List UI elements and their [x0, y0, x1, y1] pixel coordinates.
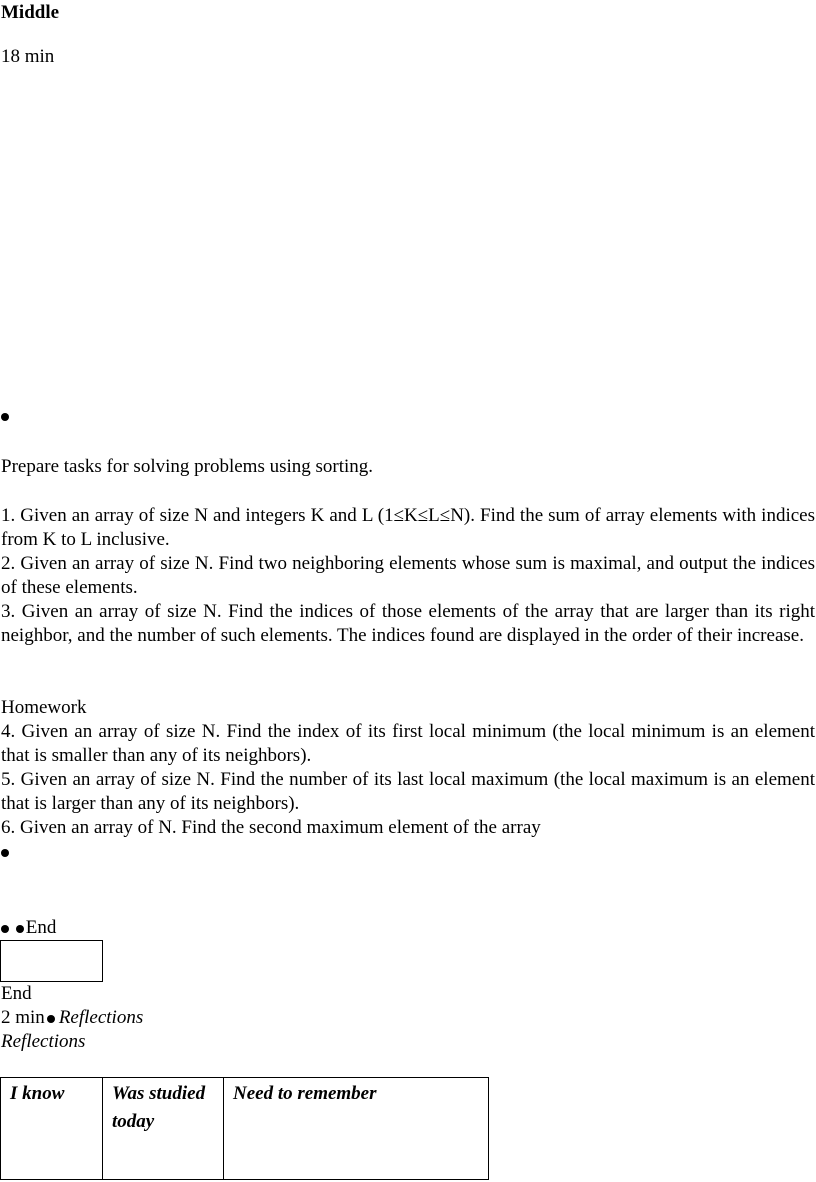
task-3: 3. Given an array of size N. Find the indices of those elements of the array that are larger than its right neighbor, and the number of such elements. The indices found are displayed in the order of their increase. — [1, 601, 815, 646]
task-1: 1. Given an array of size N and integers K and L (1≤K≤L≤N). Find the sum of array elements with indices from K to L inclusive. — [1, 505, 815, 550]
table-row — [1, 1078, 489, 1180]
stage-title: Middle — [1, 2, 60, 23]
end-inline-label: End — [25, 917, 57, 938]
homework-task-5: 5. Given an array of size N. Find the number of its last local maximum (the local maximum is an element that is larger than any of its neighbors). — [1, 769, 815, 814]
bullet-icon — [1, 925, 9, 933]
homework-heading: Homework — [1, 697, 87, 718]
table-header-cell: I know — [1, 1078, 103, 1180]
empty-image-frame — [0, 940, 103, 982]
stage-duration: 18 min — [1, 46, 55, 67]
intro-text: Prepare tasks for solving problems using sorting. — [1, 456, 374, 477]
bullet-marker-2 — [1, 840, 11, 864]
bullet-icon — [47, 1015, 55, 1023]
reflections-inline: Reflections — [58, 1007, 144, 1028]
reflection-table — [0, 1077, 489, 1180]
bullet-icon — [1, 849, 9, 857]
bullet-marker — [1, 404, 11, 428]
bullet-icon — [16, 925, 24, 933]
homework-task-6: 6. Given an array of N. Find the second maximum element of the array — [1, 817, 541, 838]
table-header-cell: Need to remember — [224, 1078, 489, 1180]
table-header-cell: Was studied today — [103, 1078, 224, 1180]
end-duration-row — [1, 1006, 143, 1030]
end-duration: 2 min — [1, 1007, 45, 1028]
homework-task-4: 4. Given an array of size N. Find the index of its first local minimum (the local minimum is an element that is smaller than any of its neighbors). — [1, 721, 815, 766]
task-2: 2. Given an array of size N. Find two neighboring elements whose sum is maximal, and output the indices of these elements. — [1, 553, 815, 598]
bullet-icon — [1, 413, 9, 421]
end-inline-row — [1, 916, 56, 940]
reflections-heading: Reflections — [1, 1031, 86, 1052]
end-label: End — [1, 983, 32, 1004]
